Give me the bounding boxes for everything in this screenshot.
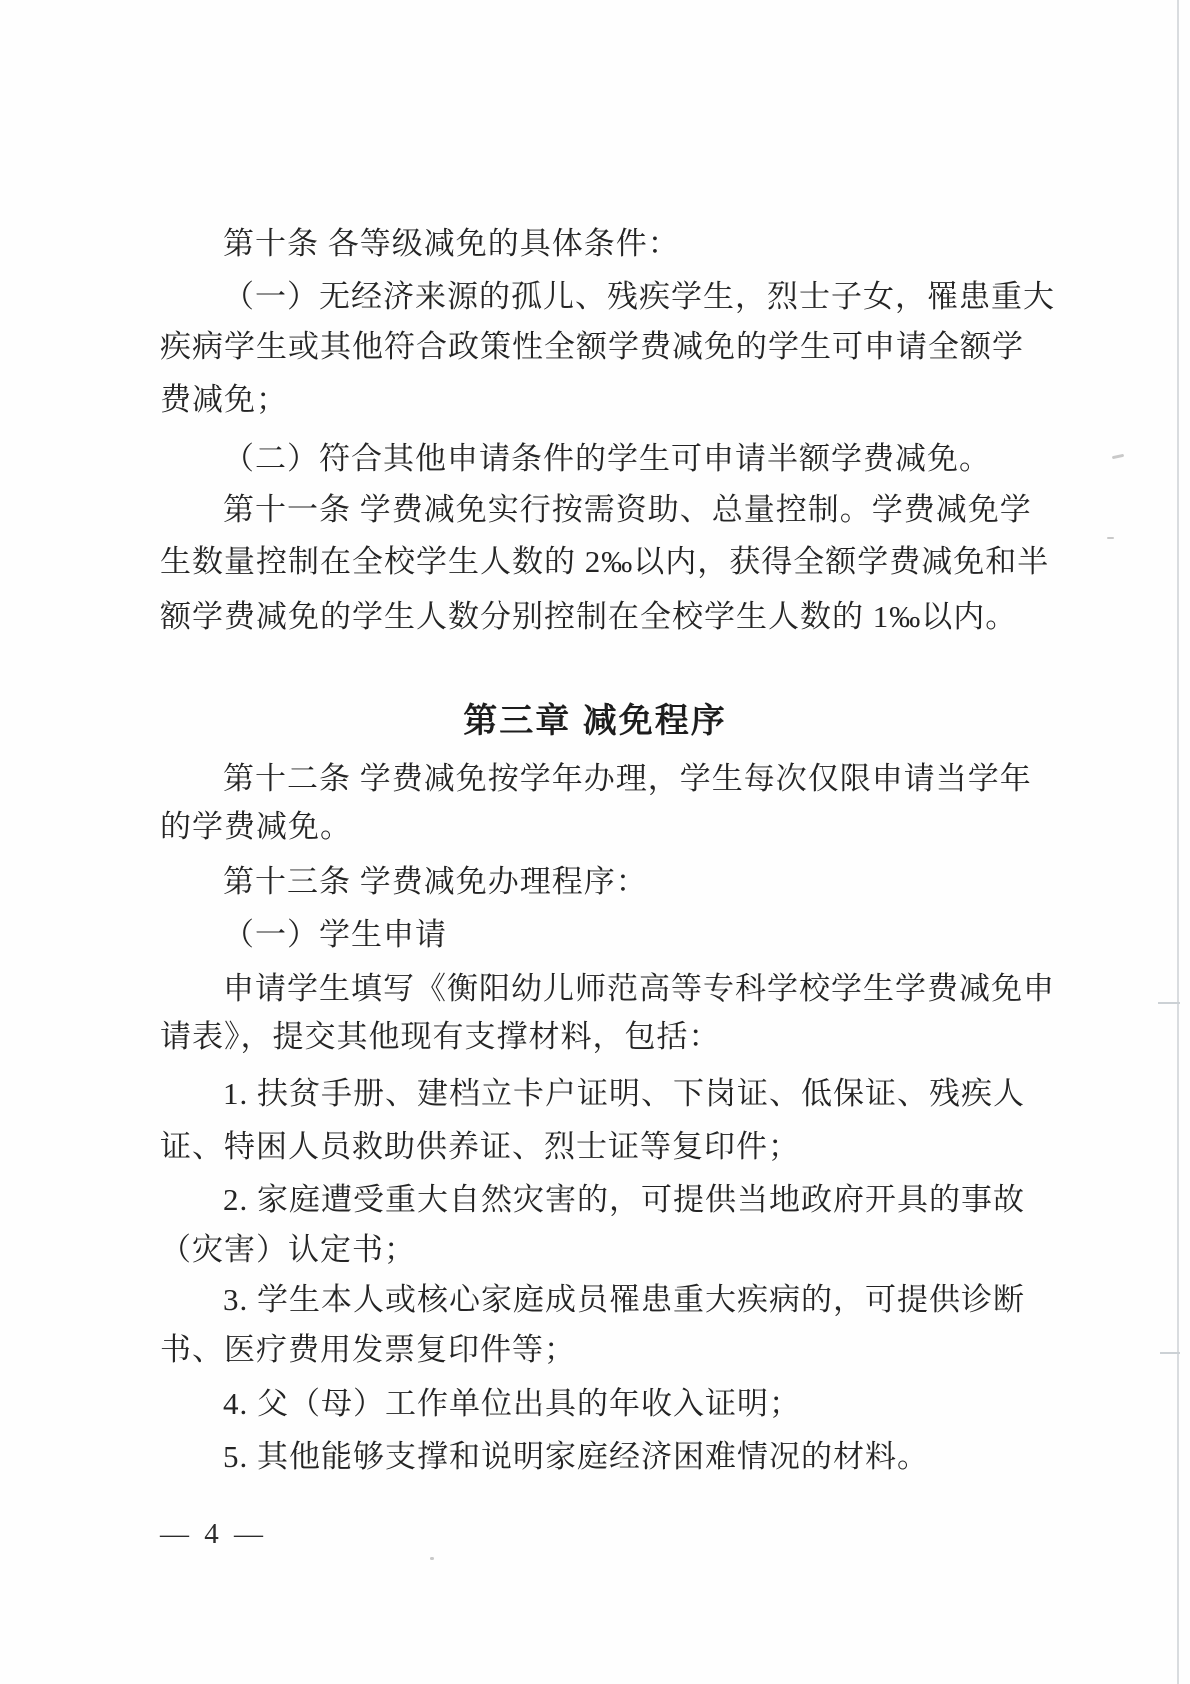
body-line: （一）学生申请 — [223, 917, 447, 952]
list-item-line: 3. 学生本人或核心家庭成员罹患重大疾病的，可提供诊断 — [223, 1282, 1025, 1317]
body-line: 额学费减免的学生人数分别控制在全校学生人数的 1‰以内。 — [160, 599, 1018, 634]
body-line: （一）无经济来源的孤儿、残疾学生，烈士子女，罹患重大 — [223, 279, 1055, 314]
list-item-line: 书、医疗费用发票复印件等； — [160, 1332, 576, 1367]
chapter-heading: 第三章 减免程序 — [463, 702, 727, 740]
scan-artifact-tick — [1160, 1352, 1180, 1354]
body-line: 第十一条 学费减免实行按需资助、总量控制。学费减免学 — [223, 492, 1032, 527]
body-line: 请表》，提交其他现有支撑材料，包括： — [160, 1019, 721, 1054]
list-item-line: 5. 其他能够支撑和说明家庭经济困难情况的材料。 — [223, 1439, 929, 1474]
body-line: 的学费减免。 — [160, 809, 352, 844]
body-line: 费减免； — [160, 382, 288, 417]
body-line: 生数量控制在全校学生人数的 2‰以内，获得全额学费减免和半 — [160, 544, 1050, 579]
body-line: 第十二条 学费减免按学年办理，学生每次仅限申请当学年 — [223, 761, 1032, 796]
list-item-line: 证、特困人员救助供养证、烈士证等复印件； — [160, 1129, 800, 1164]
body-line: 疾病学生或其他符合政策性全额学费减免的学生可申请全额学 — [160, 329, 1024, 364]
body-line: 申请学生填写《衡阳幼儿师范高等专科学校学生学费减免申 — [223, 971, 1055, 1006]
list-item-line: （灾害）认定书； — [160, 1232, 416, 1267]
body-line: （二）符合其他申请条件的学生可申请半额学费减免。 — [223, 441, 991, 476]
list-item-line: 2. 家庭遭受重大自然灾害的，可提供当地政府开具的事故 — [223, 1182, 1025, 1217]
list-item-line: 4. 父（母）工作单位出具的年收入证明； — [223, 1386, 801, 1421]
body-line: 第十条 各等级减免的具体条件： — [223, 226, 680, 261]
scan-artifact-speck — [1107, 537, 1114, 539]
page-number: — 4 — — [160, 1518, 267, 1550]
list-item-line: 1. 扶贫手册、建档立卡户证明、下岗证、低保证、残疾人 — [223, 1076, 1025, 1111]
body-line: 第十三条 学费减免办理程序： — [223, 864, 648, 899]
scan-artifact-tick — [1158, 1002, 1180, 1004]
scan-artifact-vertical-line — [1177, 0, 1179, 1684]
scan-artifact-speck — [430, 1557, 434, 1560]
